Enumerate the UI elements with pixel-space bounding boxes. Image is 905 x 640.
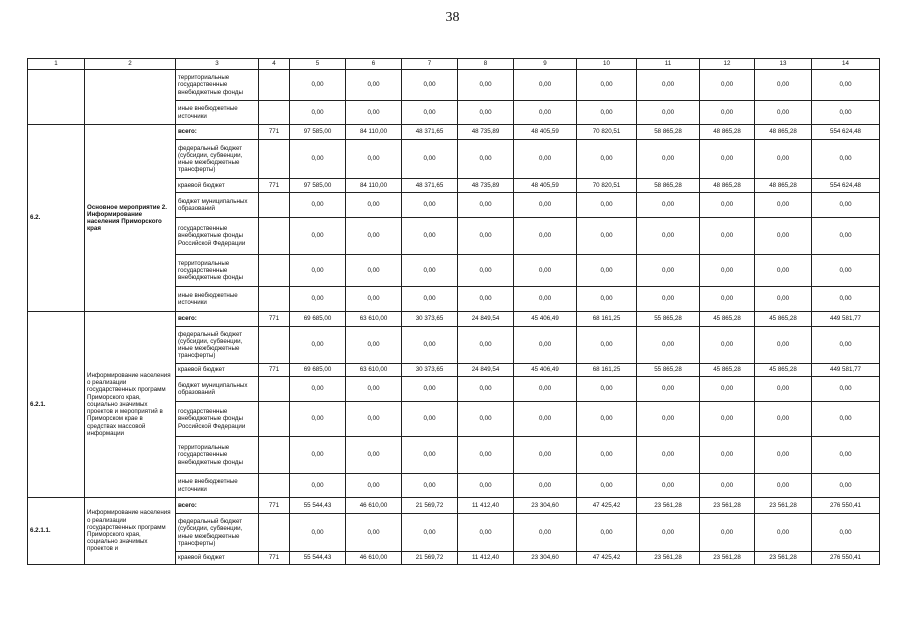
column-number: 8 <box>458 59 514 70</box>
amount-cell: 11 412,40 <box>458 498 514 514</box>
amount-cell: 0,00 <box>514 193 577 218</box>
amount-cell: 0,00 <box>577 327 637 364</box>
amount-cell: 0,00 <box>755 377 812 402</box>
column-number: 5 <box>290 59 346 70</box>
amount-cell: 23 561,28 <box>700 498 755 514</box>
grbs-code: 771 <box>259 125 290 140</box>
amount-cell: 24 849,54 <box>458 312 514 327</box>
amount-cell: 69 685,00 <box>290 364 346 377</box>
grbs-code <box>259 514 290 552</box>
amount-cell: 48 735,89 <box>458 125 514 140</box>
amount-cell: 0,00 <box>755 474 812 498</box>
amount-cell: 0,00 <box>700 377 755 402</box>
funding-source: бюджет муниципальных образований <box>176 377 259 402</box>
amount-cell: 0,00 <box>700 70 755 101</box>
amount-cell: 0,00 <box>346 327 402 364</box>
page-number: 38 <box>445 10 460 25</box>
amount-cell: 0,00 <box>514 70 577 101</box>
amount-cell: 0,00 <box>346 140 402 179</box>
amount-cell: 0,00 <box>290 140 346 179</box>
grbs-code <box>259 474 290 498</box>
amount-cell: 0,00 <box>577 474 637 498</box>
amount-cell: 23 304,60 <box>514 498 577 514</box>
amount-cell: 0,00 <box>700 101 755 125</box>
amount-cell: 55 865,28 <box>637 312 700 327</box>
amount-cell: 0,00 <box>346 70 402 101</box>
amount-cell: 97 585,00 <box>290 179 346 193</box>
amount-cell: 0,00 <box>514 218 577 255</box>
amount-cell: 0,00 <box>700 287 755 312</box>
amount-cell: 23 561,28 <box>637 498 700 514</box>
amount-cell: 0,00 <box>458 255 514 287</box>
amount-cell: 0,00 <box>402 218 458 255</box>
amount-cell: 0,00 <box>755 402 812 437</box>
amount-cell: 0,00 <box>290 193 346 218</box>
amount-cell: 0,00 <box>812 377 880 402</box>
amount-cell: 0,00 <box>700 193 755 218</box>
amount-cell: 0,00 <box>290 70 346 101</box>
grbs-code <box>259 70 290 101</box>
amount-cell: 63 610,00 <box>346 364 402 377</box>
amount-cell: 0,00 <box>700 218 755 255</box>
amount-cell: 0,00 <box>577 437 637 474</box>
amount-cell: 45 406,49 <box>514 364 577 377</box>
row-description: Основное мероприятие 2. Информирование населения Приморского края <box>85 125 176 312</box>
amount-cell: 23 561,28 <box>755 498 812 514</box>
funding-source: краевой бюджет <box>176 364 259 377</box>
amount-cell: 0,00 <box>812 402 880 437</box>
amount-cell: 48 371,65 <box>402 125 458 140</box>
row-code: 6.2.1.1. <box>28 498 85 565</box>
column-number: 4 <box>259 59 290 70</box>
grbs-code: 771 <box>259 498 290 514</box>
row-code: 6.2.1. <box>28 312 85 498</box>
amount-cell: 0,00 <box>577 193 637 218</box>
amount-cell: 0,00 <box>402 437 458 474</box>
amount-cell: 48 405,59 <box>514 179 577 193</box>
amount-cell: 0,00 <box>755 327 812 364</box>
amount-cell: 0,00 <box>637 255 700 287</box>
group-total-row <box>28 312 880 327</box>
amount-cell: 0,00 <box>290 402 346 437</box>
amount-cell: 0,00 <box>346 255 402 287</box>
amount-cell: 0,00 <box>458 402 514 437</box>
column-number: 2 <box>85 59 176 70</box>
grbs-code <box>259 287 290 312</box>
amount-cell: 0,00 <box>402 140 458 179</box>
column-number: 11 <box>637 59 700 70</box>
amount-cell: 48 371,65 <box>402 179 458 193</box>
amount-cell: 45 865,28 <box>755 312 812 327</box>
column-number: 3 <box>176 59 259 70</box>
row-description: Информирование населения о реализации государственных программ Приморского края, социально значимых проектов и мероприятий в Приморском крае в средствах массовой информации <box>85 312 176 498</box>
funding-source: федеральный бюджет (субсидии, субвенции, иные межбюджетные трансферты) <box>176 140 259 179</box>
amount-cell: 276 550,41 <box>812 552 880 565</box>
column-number: 14 <box>812 59 880 70</box>
amount-cell: 84 110,00 <box>346 125 402 140</box>
amount-cell: 0,00 <box>700 437 755 474</box>
amount-cell: 70 820,51 <box>577 125 637 140</box>
grbs-code <box>259 101 290 125</box>
amount-cell: 0,00 <box>402 327 458 364</box>
grbs-code: 771 <box>259 179 290 193</box>
grbs-code: 771 <box>259 312 290 327</box>
grbs-code <box>259 255 290 287</box>
amount-cell: 0,00 <box>290 287 346 312</box>
amount-cell: 0,00 <box>290 255 346 287</box>
amount-cell: 0,00 <box>458 327 514 364</box>
amount-cell: 0,00 <box>577 287 637 312</box>
group-total-row <box>28 498 880 514</box>
grbs-code <box>259 193 290 218</box>
amount-cell: 0,00 <box>458 101 514 125</box>
amount-cell: 21 569,72 <box>402 498 458 514</box>
amount-cell: 0,00 <box>290 514 346 552</box>
table-row <box>28 70 880 101</box>
amount-cell: 0,00 <box>637 193 700 218</box>
amount-cell: 0,00 <box>812 255 880 287</box>
amount-cell: 0,00 <box>637 514 700 552</box>
amount-cell: 0,00 <box>290 327 346 364</box>
amount-cell: 0,00 <box>755 514 812 552</box>
funding-source: иные внебюджетные источники <box>176 474 259 498</box>
funding-source: иные внебюджетные источники <box>176 101 259 125</box>
amount-cell: 48 865,28 <box>755 179 812 193</box>
amount-cell: 0,00 <box>812 70 880 101</box>
amount-cell: 63 610,00 <box>346 312 402 327</box>
amount-cell: 30 373,65 <box>402 364 458 377</box>
funding-source: всего: <box>176 498 259 514</box>
amount-cell: 0,00 <box>290 474 346 498</box>
column-number: 10 <box>577 59 637 70</box>
column-number: 13 <box>755 59 812 70</box>
amount-cell: 55 544,43 <box>290 498 346 514</box>
amount-cell: 0,00 <box>577 218 637 255</box>
amount-cell: 0,00 <box>700 327 755 364</box>
amount-cell: 0,00 <box>812 287 880 312</box>
column-number: 12 <box>700 59 755 70</box>
amount-cell: 0,00 <box>700 514 755 552</box>
amount-cell: 0,00 <box>755 193 812 218</box>
amount-cell: 68 161,25 <box>577 364 637 377</box>
group-total-row <box>28 125 880 140</box>
amount-cell: 23 561,28 <box>700 552 755 565</box>
amount-cell: 46 610,00 <box>346 552 402 565</box>
amount-cell: 0,00 <box>458 140 514 179</box>
amount-cell: 0,00 <box>346 218 402 255</box>
amount-cell: 55 544,43 <box>290 552 346 565</box>
amount-cell: 0,00 <box>402 474 458 498</box>
amount-cell: 0,00 <box>812 437 880 474</box>
amount-cell: 0,00 <box>402 514 458 552</box>
amount-cell: 69 685,00 <box>290 312 346 327</box>
amount-cell: 30 373,65 <box>402 312 458 327</box>
amount-cell: 0,00 <box>346 474 402 498</box>
amount-cell: 58 865,28 <box>637 125 700 140</box>
amount-cell: 45 865,28 <box>755 364 812 377</box>
funding-source: федеральный бюджет (субсидии, субвенции, иные межбюджетные трансферты) <box>176 514 259 552</box>
amount-cell: 0,00 <box>812 327 880 364</box>
amount-cell: 449 581,77 <box>812 364 880 377</box>
amount-cell: 24 849,54 <box>458 364 514 377</box>
amount-cell: 0,00 <box>346 377 402 402</box>
column-number: 1 <box>28 59 85 70</box>
amount-cell: 0,00 <box>514 327 577 364</box>
amount-cell: 45 406,49 <box>514 312 577 327</box>
amount-cell: 0,00 <box>514 255 577 287</box>
amount-cell: 0,00 <box>458 514 514 552</box>
amount-cell: 70 820,51 <box>577 179 637 193</box>
amount-cell: 0,00 <box>577 140 637 179</box>
amount-cell: 0,00 <box>346 402 402 437</box>
amount-cell: 0,00 <box>290 218 346 255</box>
amount-cell: 0,00 <box>346 437 402 474</box>
amount-cell: 0,00 <box>812 193 880 218</box>
column-number: 7 <box>402 59 458 70</box>
grbs-code <box>259 402 290 437</box>
funding-source: краевой бюджет <box>176 179 259 193</box>
funding-source: федеральный бюджет (субсидии, субвенции, иные межбюджетные трансферты) <box>176 327 259 364</box>
amount-cell: 0,00 <box>755 255 812 287</box>
amount-cell: 0,00 <box>755 101 812 125</box>
amount-cell: 0,00 <box>402 255 458 287</box>
budget-table <box>27 58 880 565</box>
amount-cell: 46 610,00 <box>346 498 402 514</box>
amount-cell: 58 865,28 <box>637 179 700 193</box>
amount-cell: 0,00 <box>458 474 514 498</box>
amount-cell: 0,00 <box>290 437 346 474</box>
amount-cell: 0,00 <box>755 437 812 474</box>
grbs-code: 771 <box>259 552 290 565</box>
amount-cell: 554 624,48 <box>812 179 880 193</box>
amount-cell: 0,00 <box>577 255 637 287</box>
amount-cell: 0,00 <box>514 101 577 125</box>
amount-cell: 48 865,28 <box>700 179 755 193</box>
amount-cell: 21 569,72 <box>402 552 458 565</box>
row-description: Информирование населения о реализации государственных программ Приморского края, социально значимых проектов и <box>85 498 176 565</box>
amount-cell: 0,00 <box>458 193 514 218</box>
amount-cell: 0,00 <box>637 474 700 498</box>
amount-cell: 0,00 <box>577 101 637 125</box>
amount-cell: 0,00 <box>700 402 755 437</box>
amount-cell: 0,00 <box>458 218 514 255</box>
grbs-code <box>259 140 290 179</box>
amount-cell: 0,00 <box>700 474 755 498</box>
amount-cell: 0,00 <box>812 101 880 125</box>
amount-cell: 0,00 <box>402 287 458 312</box>
amount-cell: 0,00 <box>755 70 812 101</box>
grbs-code <box>259 437 290 474</box>
grbs-code <box>259 377 290 402</box>
amount-cell: 0,00 <box>637 287 700 312</box>
amount-cell: 68 161,25 <box>577 312 637 327</box>
funding-source: территориальные государственные внебюджетные фонды <box>176 437 259 474</box>
grbs-code <box>259 327 290 364</box>
amount-cell: 0,00 <box>402 70 458 101</box>
amount-cell: 0,00 <box>402 402 458 437</box>
amount-cell: 11 412,40 <box>458 552 514 565</box>
amount-cell: 0,00 <box>514 474 577 498</box>
amount-cell: 0,00 <box>637 101 700 125</box>
amount-cell: 84 110,00 <box>346 179 402 193</box>
amount-cell: 23 304,60 <box>514 552 577 565</box>
funding-source: территориальные государственные внебюджетные фонды <box>176 255 259 287</box>
funding-source: краевой бюджет <box>176 552 259 565</box>
amount-cell: 0,00 <box>637 437 700 474</box>
amount-cell: 276 550,41 <box>812 498 880 514</box>
funding-source: бюджет муниципальных образований <box>176 193 259 218</box>
funding-source: территориальные государственные внебюджетные фонды <box>176 70 259 101</box>
amount-cell: 0,00 <box>458 287 514 312</box>
amount-cell: 0,00 <box>458 377 514 402</box>
amount-cell: 0,00 <box>755 140 812 179</box>
funding-source: всего: <box>176 312 259 327</box>
amount-cell: 0,00 <box>812 140 880 179</box>
row-code: 6.2. <box>28 125 85 312</box>
amount-cell: 23 561,28 <box>755 552 812 565</box>
amount-cell: 0,00 <box>346 193 402 218</box>
amount-cell: 0,00 <box>402 101 458 125</box>
amount-cell: 48 735,89 <box>458 179 514 193</box>
funding-source: всего: <box>176 125 259 140</box>
amount-cell: 0,00 <box>755 218 812 255</box>
amount-cell: 45 865,28 <box>700 312 755 327</box>
amount-cell: 0,00 <box>577 402 637 437</box>
funding-source: государственные внебюджетные фонды Российской Федерации <box>176 218 259 255</box>
amount-cell: 0,00 <box>402 377 458 402</box>
amount-cell: 0,00 <box>514 287 577 312</box>
amount-cell: 0,00 <box>755 287 812 312</box>
header-row <box>28 59 880 70</box>
row-description-cell <box>85 70 176 125</box>
amount-cell: 0,00 <box>637 377 700 402</box>
column-number: 6 <box>346 59 402 70</box>
amount-cell: 0,00 <box>458 70 514 101</box>
amount-cell: 97 585,00 <box>290 125 346 140</box>
column-number: 9 <box>514 59 577 70</box>
amount-cell: 0,00 <box>637 70 700 101</box>
amount-cell: 48 865,28 <box>700 125 755 140</box>
amount-cell: 0,00 <box>514 402 577 437</box>
amount-cell: 0,00 <box>458 437 514 474</box>
amount-cell: 0,00 <box>637 402 700 437</box>
amount-cell: 48 405,59 <box>514 125 577 140</box>
amount-cell: 48 865,28 <box>755 125 812 140</box>
amount-cell: 0,00 <box>812 218 880 255</box>
amount-cell: 0,00 <box>637 327 700 364</box>
amount-cell: 0,00 <box>700 255 755 287</box>
amount-cell: 45 865,28 <box>700 364 755 377</box>
amount-cell: 55 865,28 <box>637 364 700 377</box>
amount-cell: 0,00 <box>514 514 577 552</box>
amount-cell: 0,00 <box>812 474 880 498</box>
row-code-cell <box>28 70 85 125</box>
amount-cell: 449 581,77 <box>812 312 880 327</box>
grbs-code: 771 <box>259 364 290 377</box>
amount-cell: 47 425,42 <box>577 498 637 514</box>
amount-cell: 0,00 <box>346 101 402 125</box>
amount-cell: 23 561,28 <box>637 552 700 565</box>
amount-cell: 0,00 <box>346 514 402 552</box>
amount-cell: 0,00 <box>514 437 577 474</box>
amount-cell: 0,00 <box>812 514 880 552</box>
amount-cell: 47 425,42 <box>577 552 637 565</box>
amount-cell: 554 624,48 <box>812 125 880 140</box>
amount-cell: 0,00 <box>637 140 700 179</box>
amount-cell: 0,00 <box>514 377 577 402</box>
amount-cell: 0,00 <box>577 377 637 402</box>
amount-cell: 0,00 <box>577 70 637 101</box>
amount-cell: 0,00 <box>290 377 346 402</box>
amount-cell: 0,00 <box>637 218 700 255</box>
funding-source: иные внебюджетные источники <box>176 287 259 312</box>
amount-cell: 0,00 <box>514 140 577 179</box>
grbs-code <box>259 218 290 255</box>
funding-source: государственные внебюджетные фонды Российской Федерации <box>176 402 259 437</box>
amount-cell: 0,00 <box>346 287 402 312</box>
amount-cell: 0,00 <box>700 140 755 179</box>
amount-cell: 0,00 <box>577 514 637 552</box>
amount-cell: 0,00 <box>290 101 346 125</box>
amount-cell: 0,00 <box>402 193 458 218</box>
